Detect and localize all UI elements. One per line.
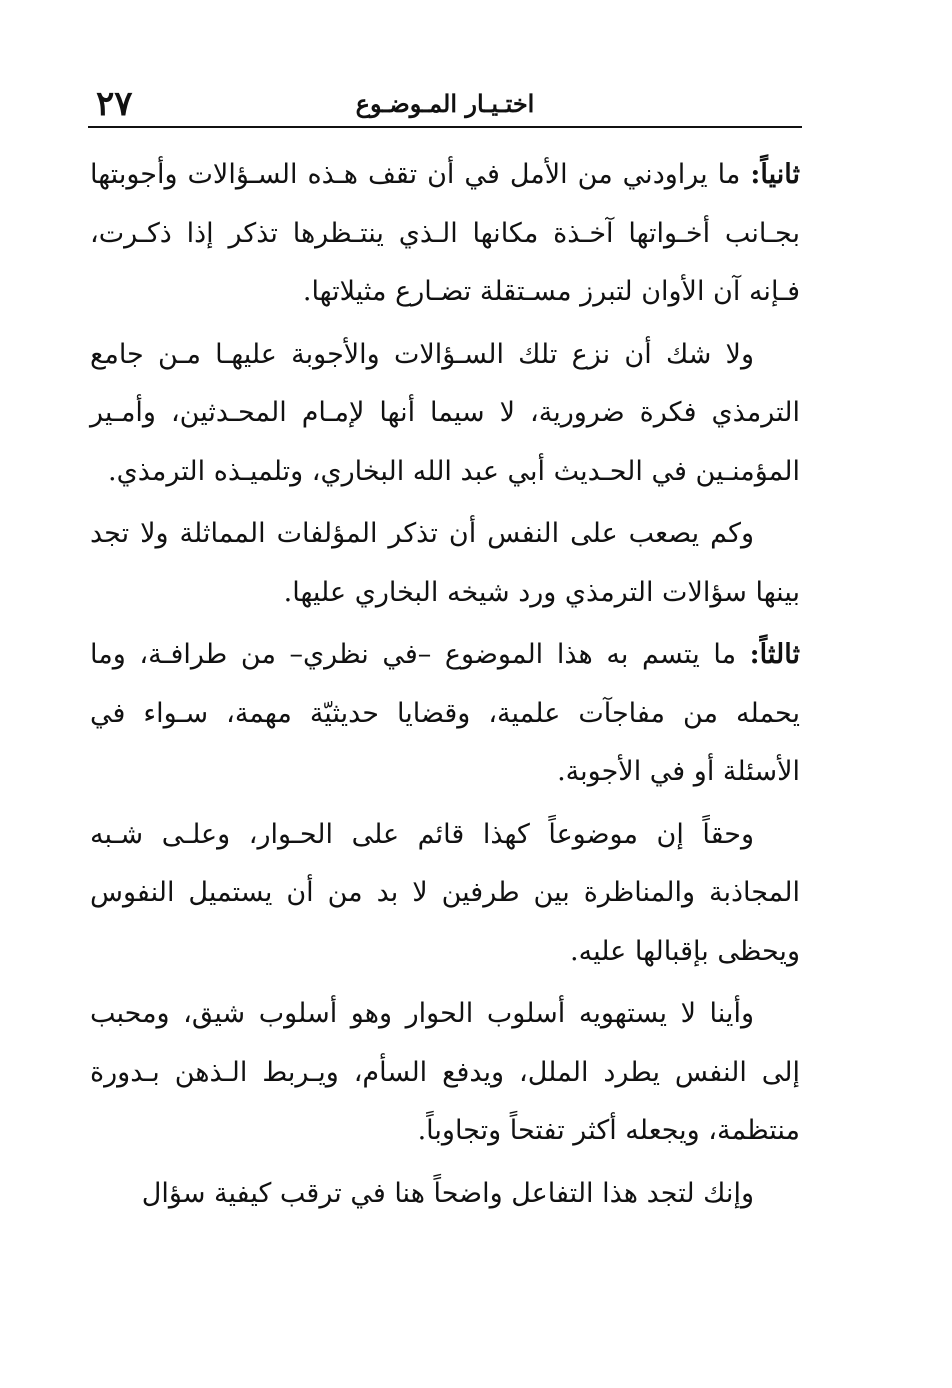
paragraph-thalithan: [90, 626, 800, 802]
paragraph-label: ثالثاً:: [749, 639, 800, 670]
page-number: ٢٧: [96, 84, 133, 124]
paragraph-label: ثانياً:: [750, 159, 800, 190]
paragraph-thanian: [90, 146, 800, 322]
header-rule: [88, 126, 802, 128]
paragraph: [90, 326, 800, 502]
paragraph-text: ولا شك أن نزع تلك السـؤالات والأجوبة عليهـا مـن جامع الترمذي فكرة ضرورية، لا سيما أنها لإمـام المحـدثين، وأمـير المؤمنـين في الحـديث أبي عبد الله البخاري، وتلميـذه الترمذي.: [90, 338, 800, 487]
paragraph-text: ما يراودني من الأمل في أن تقف هـذه السـؤالات وأجوبتها بجـانب أخـواتها آخـذة مكانها الـذي ينتـظرها تذكر إذا ذكـرت، فـإنه آن الأوان لتبرز مسـتقلة تضـارع مثيلاتها.: [90, 159, 800, 307]
body-text: [90, 146, 800, 1227]
paragraph-text: وإنك لتجد هذا التفاعل واضحاً هنا في ترقب كيفية سؤال: [141, 1177, 754, 1209]
paragraph: [90, 985, 800, 1161]
running-title: اختـيـار المـوضـوع: [355, 89, 535, 118]
paragraph: [90, 806, 800, 982]
paragraph-text: وكم يصعب على النفس أن تذكر المؤلفات المماثلة ولا تجد بينها سؤالات الترمذي ورد شيخه البخاري عليها.: [90, 518, 800, 608]
paragraph-text: وأينا لا يستهويه أسلوب الحوار وهو أسلوب شيق، ومحبب إلى النفس يطرد الملل، ويدفع السأم، ويـربط الـذهن بـدورة منتظمة، ويجعله أكثر تفتحاً وتجاوباً.: [90, 998, 800, 1146]
paragraph-text: ما يتسم به هذا الموضوع –في نظري– من طرافـة، وما يحمله من مفاجآت علمية، وقضايا حديثيّة مهمة، سـواء في الأسئلة أو في الأجوبة.: [90, 639, 800, 787]
paragraph-text: وحقاً إن موضوعاً كهذا قائم على الحـوار، وعلـى شـبه المجاذبة والمناظرة بين طرفين لا بد من أن يستميل النفوس ويحظى بإقبالها عليه.: [90, 818, 800, 967]
paragraph: [90, 505, 800, 622]
page-header: [88, 82, 802, 128]
paragraph: [90, 1165, 800, 1224]
